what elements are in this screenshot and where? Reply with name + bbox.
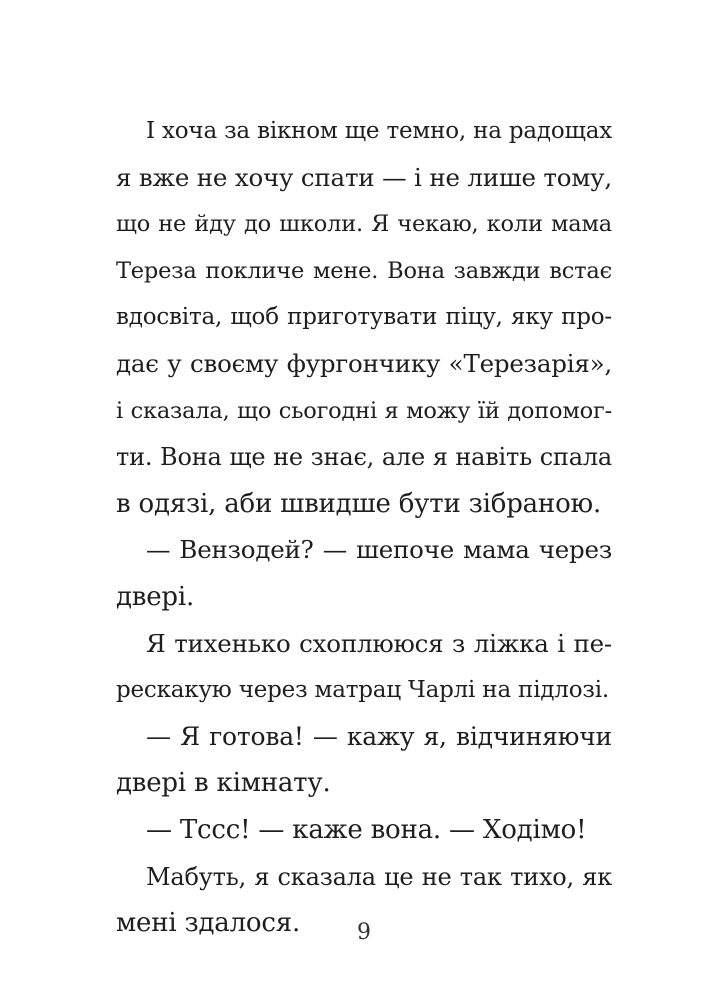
text-line: — Вензодей? — шепоче мама через xyxy=(146,535,612,565)
text-line: І хоча за вікном ще темно, на радощах xyxy=(146,118,612,144)
text-line: — Я готова! — кажу я, відчиняючи xyxy=(146,721,612,751)
text-line: двері в кімнату. xyxy=(116,768,331,799)
text-line: Я тихенько схоплююся з ліжка і пе- xyxy=(146,628,612,658)
text-line: дає у своєму фургончику «Терезарія», xyxy=(116,348,612,378)
text-line: Тереза покличе мене. Вона завжди встає xyxy=(116,257,612,284)
text-line: і сказала, що сьогодні я можу їй допомог- xyxy=(116,397,612,424)
page-number: 9 xyxy=(357,920,371,945)
text-line: в одязі, аби швидше бути зібраною. xyxy=(116,488,602,519)
text-line: я вже не хочу спати — і не лише тому, xyxy=(116,162,612,192)
text-line: вдосвіта, щоб приготувати піцу, яку про- xyxy=(116,304,612,331)
book-page-text xyxy=(116,108,612,947)
text-line: ти. Вона ще не знає, але я навіть спала xyxy=(116,443,612,472)
text-line: що не йду до школи. Я чекаю, коли мама xyxy=(116,211,612,238)
text-line: Мабуть, я сказала це не так тихо, як xyxy=(146,862,612,891)
text-line: двері. xyxy=(116,581,195,612)
text-line: мені здалося. xyxy=(116,908,301,939)
text-line: — Тссс! — каже вона. — Ходімо! xyxy=(146,814,587,845)
text-line: рескакую через матрац Чарлі на підлозі. xyxy=(116,677,609,704)
